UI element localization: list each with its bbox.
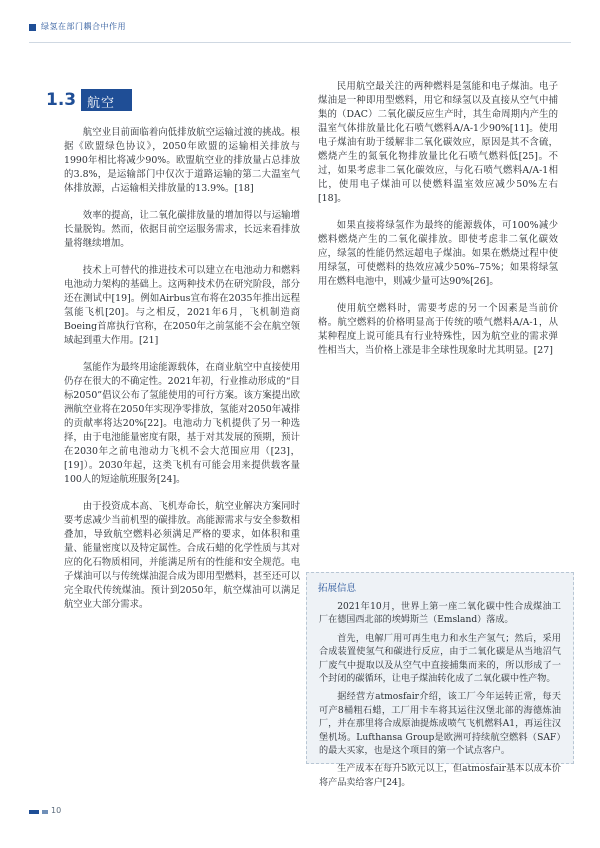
section-title: 航空	[87, 96, 116, 111]
info-paragraph: 据经营方atmosfair介绍，该工厂今年运转正常，每天可产8桶粗石蜡，工厂用卡车将其运往汉堡北部的海德炼油厂，并在那里将合成原油提炼成喷气飞机燃料A1，再运往汉堡机场。Lufthansa Group是欧洲可持续航空燃料（SAF）的最大买家，也是这个项目的第一个试点客户。	[319, 692, 561, 757]
info-paragraph: 2021年10月，世界上第一座二氧化碳中性合成煤油工厂在德国西北部的埃姆斯兰（Emsland）落成。	[319, 602, 561, 626]
paragraph: 使用航空燃料时，需要考虑的另一个因素是当前价格。航空燃料的价格明显高于传统的喷气燃料A/A-1，从某种程度上说可能具有行业特殊性，因为航空业的需求弹性相当大，当价格上涨是非全球性现象时尤其明显。[27]	[318, 303, 558, 356]
right-column	[318, 80, 558, 371]
info-box-title: 拓展信息	[318, 583, 357, 594]
footer-marker-light	[42, 810, 48, 814]
left-column	[64, 126, 300, 625]
section-title-box	[81, 89, 132, 111]
info-paragraph: 首先，电解厂用可再生电力和水生产氢气；然后，采用合成装置使氢气和碳进行反应，由于二氧化碳是从当地沼气厂废气中提取以及从空气中直接捕集而来的，所以形成了一个封闭的碳循环，让电子煤油转化成了二氧化碳中性产物。	[319, 633, 561, 685]
info-box-body	[319, 601, 561, 795]
paragraph: 效率的提高，让二氧化碳排放量的增加得以与运输增长量脱钩。然而，依据目前空运服务需求，长远来看排放量将继续增加。	[64, 210, 300, 249]
page-number: 10	[51, 806, 62, 815]
paragraph: 如果直接将绿氢作为最终的能源载体，可100%减少燃料燃烧产生的二氧化碳排放。即使考虑非二氧化碳效应，绿氢的性能仍然远超电子煤油。如果在燃烧过程中使用绿氢，可使燃料的热效应减少50%–75%；如果将绿氢用在燃料电池中，则减少量可达90%[26]。	[318, 220, 558, 287]
section-number: 1.3	[46, 90, 77, 110]
paragraph: 航空业目前面临着向低排放航空运输过渡的挑战。根据《欧盟绿色协议》，2050年欧盟的运输相关排放与1990年相比将减少90%。欧盟航空业的排放量占总排放的3.8%，是运输部门中仅次于道路运输的第二大温室气体排放源，占运输相关排放量的13.9%。[18]	[64, 127, 300, 194]
header-rule	[29, 42, 571, 43]
info-box	[306, 572, 574, 788]
running-header-title: 绿氢在部门耦合中作用	[41, 22, 126, 31]
info-paragraph: 生产成本在每升5欧元以上，但atmosfair基本以成本价将产品卖给客户[24]。	[319, 764, 561, 788]
paragraph: 氢能作为最终用途能源载体，在商业航空中直接使用仍存在很大的不确定性。2021年初，行业推动形成的“目标2050”倡议公布了氢能使用的可行方案。该方案提出欧洲航空业将在2050年实现净零排放，氢能对2050年减排的贡献率将达20%[22]。电池动力飞机提供了另一种选择，由于电池能量密度有限，基于对其发展的预期，预计在2030年之前电池动力飞机不会大范围应用（[23]，[19]）。2030年起，这类飞机有可能会用来提供载客量100人的短途航班服务[24]。	[64, 362, 300, 485]
paragraph: 民用航空最关注的两种燃料是氢能和电子煤油。电子煤油是一种即用型燃料，用它和绿氢以及直接从空气中捕集的（DAC）二氧化碳反应生产时，其生命周期内产生的温室气体排放量比化石喷气燃料A/A-1少90%[11]。使用电子煤油有助于缓解非二氧化碳效应，原因是其不含硫，燃烧产生的氮氧化物排放量比化石喷气燃料低[25]。不过，如果考虑非二氧化碳效应，与化石喷气燃料A/A-1相比，使用电子煤油可以使燃料温室效应减少50%左右[18]。	[318, 81, 558, 204]
header-marker	[29, 24, 36, 31]
footer-marker	[29, 810, 39, 814]
paragraph: 技术上可替代的推进技术可以建立在电池动力和燃料电池动力架构的基础上。这两种技术仍在研究阶段，部分还在测试中[19]。例如Airbus宣布将在2035年推出远程氢能飞机[20]。与之相反，2021年6月，飞机制造商Boeing首席执行官称，在2050年之前氢能不会在航空领域起到重大作用。[21]	[64, 265, 300, 346]
paragraph: 由于投资成本高、飞机寿命长，航空业解决方案同时要考虑减少当前机型的碳排放。高能源需求与安全参数相叠加，导致航空燃料必须满足严格的要求，如体积和重量、能量密度以及特定属性。合成石蜡的化学性质与其对应的化石物质相同，并能满足所有的性能和安全规范。电子煤油可以与传统煤油混合成为即用型燃料，甚至还可以完全取代传统煤油。预计到2050年，航空煤油可以满足航空业大部分需求。	[64, 501, 300, 610]
page-header	[0, 0, 600, 52]
